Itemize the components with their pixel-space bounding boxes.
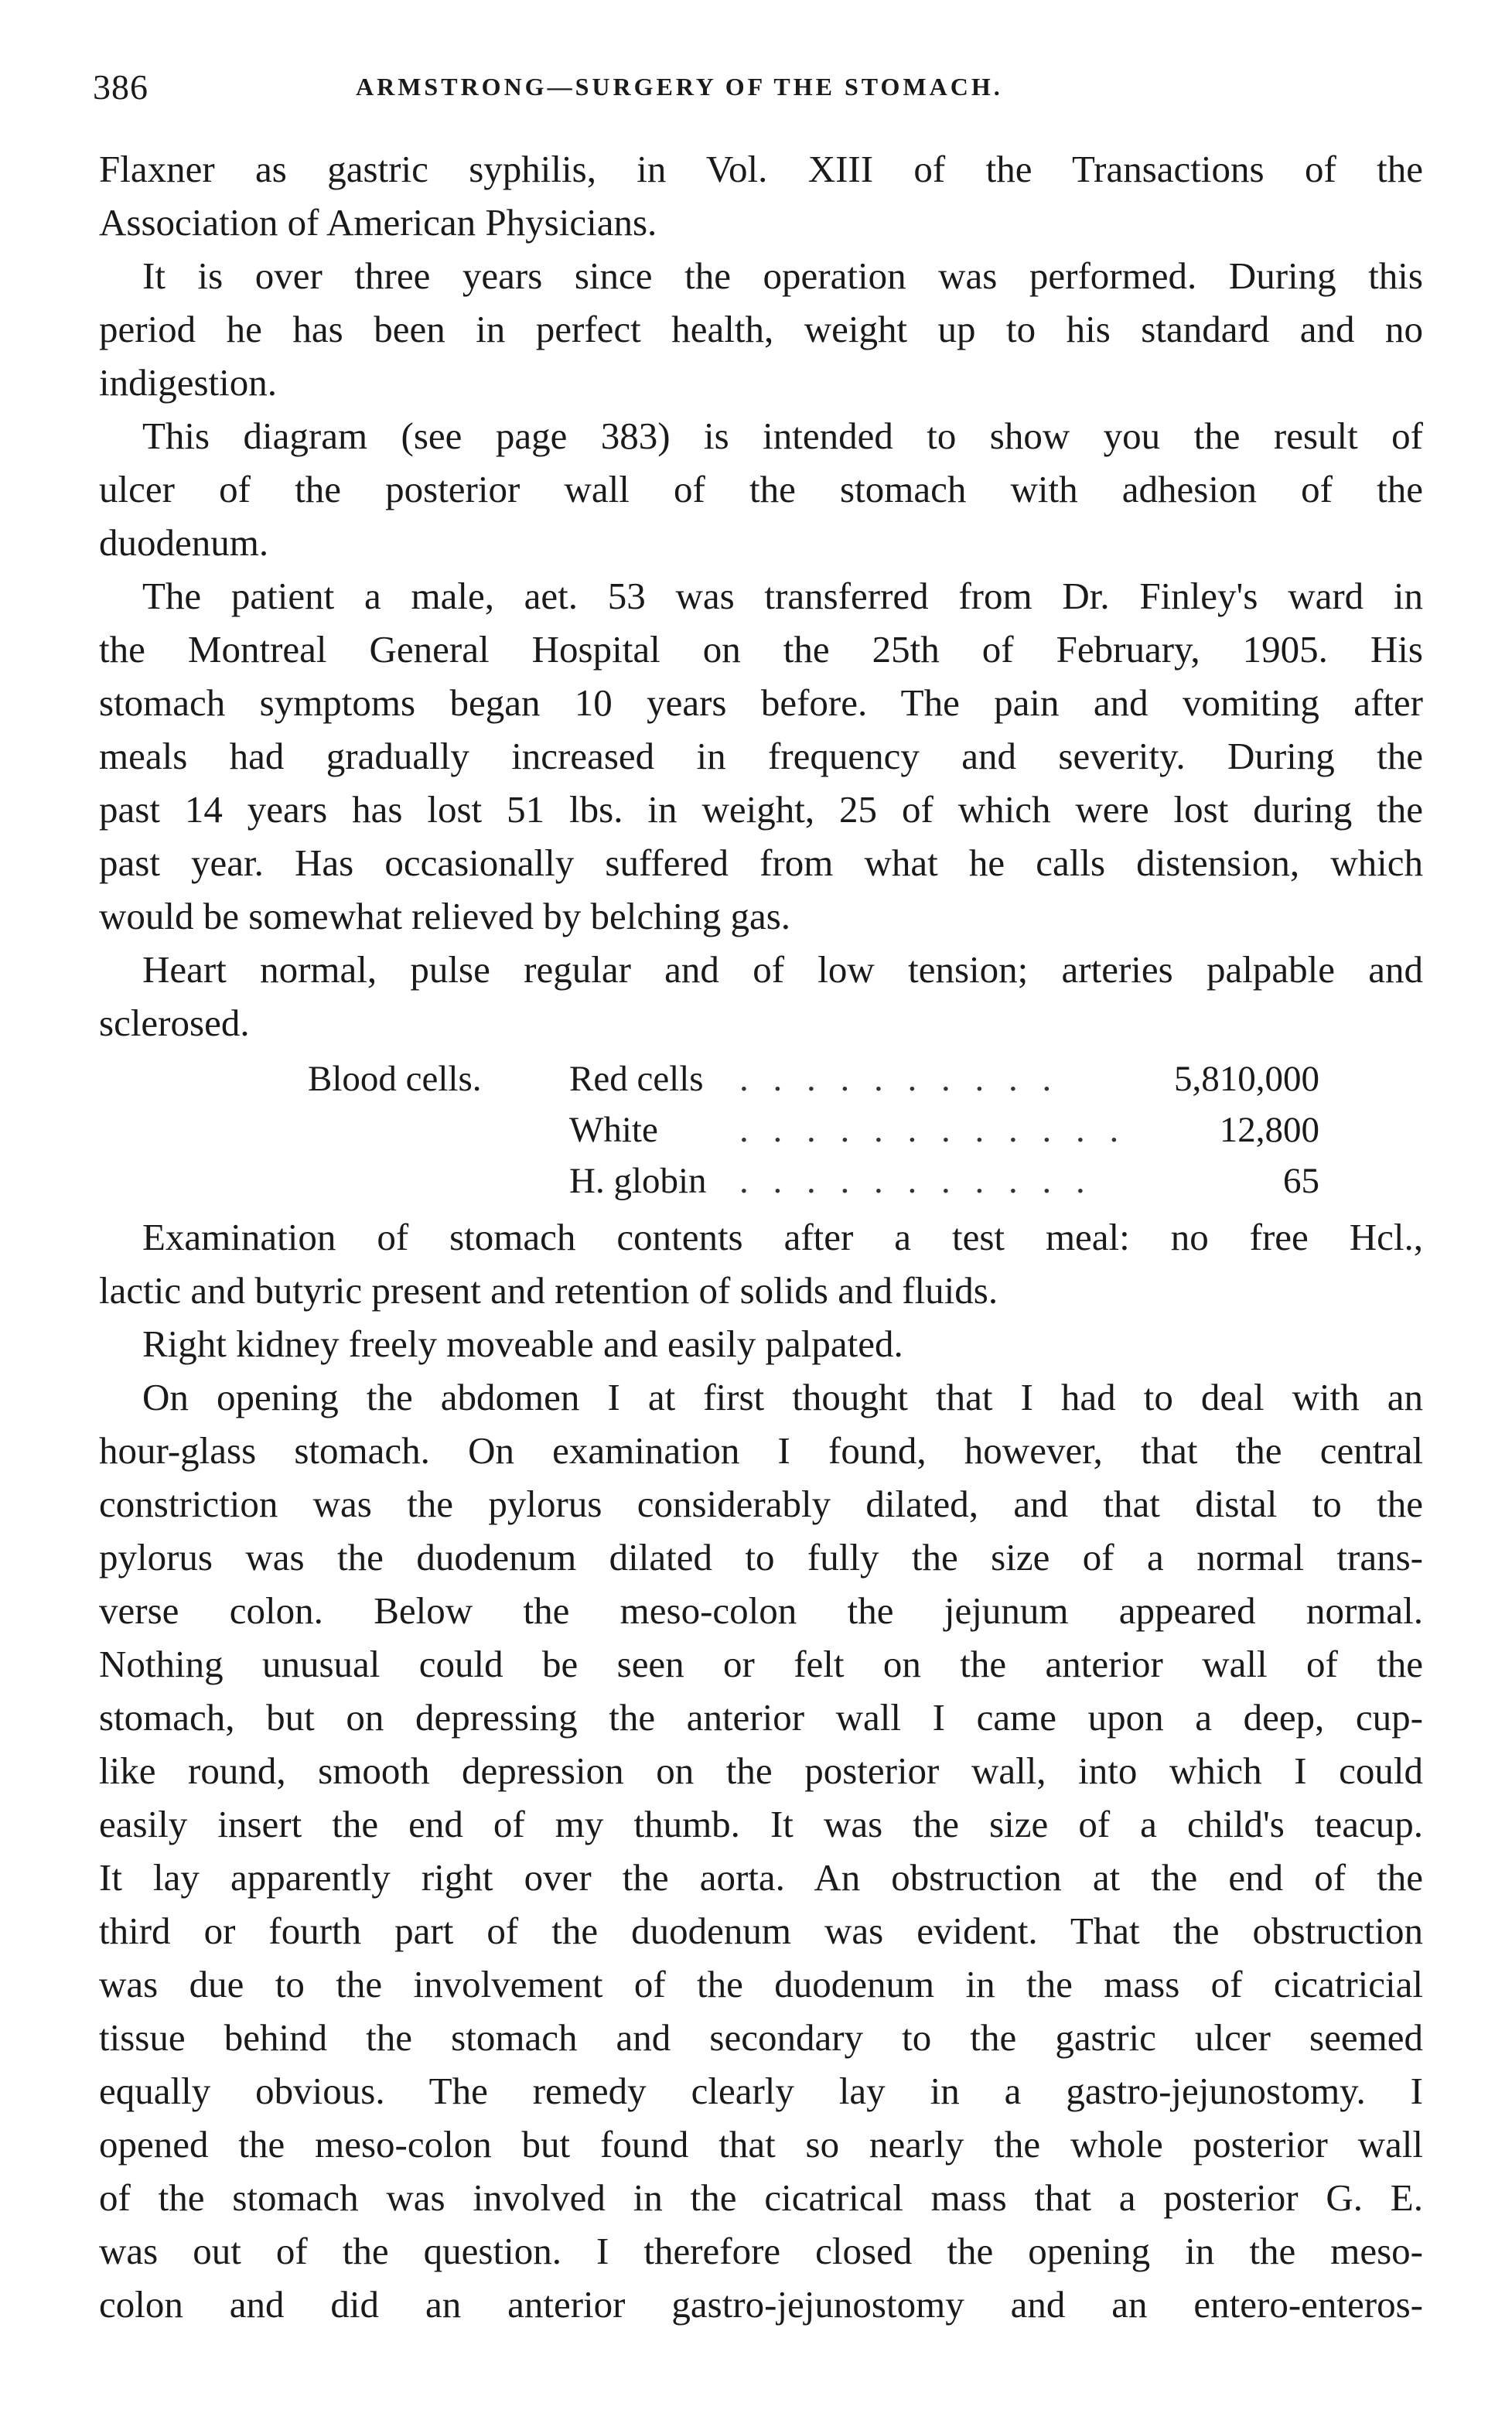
table-row-value: 5,810,000 <box>1174 1059 1319 1099</box>
text-line: third or fourth part of the duodenum was evident. That the obstruction <box>99 1910 1423 1952</box>
leader-dots: . . . . . . . . . . <box>739 1059 1060 1099</box>
text-line: tissue behind the stomach and secondary to the gastric ulcer seemed <box>99 2016 1423 2059</box>
text-line: lactic and butyric present and retention of solids and fluids. <box>99 1269 998 1312</box>
table-row-name: White <box>569 1110 658 1150</box>
text-line: pylorus was the duodenum dilated to fully the size of a normal trans- <box>99 1536 1423 1579</box>
table-row-name: H. globin <box>569 1161 707 1201</box>
table-row-value: 65 <box>1283 1161 1319 1201</box>
text-line: stomach, but on depressing the anterior wall I came upon a deep, cup- <box>99 1696 1423 1739</box>
blood-cells-table <box>99 1054 1423 1207</box>
text-line: meals had gradually increased in frequency and severity. During the <box>99 735 1423 777</box>
leader-dots: . . . . . . . . . . . . <box>739 1110 1127 1150</box>
text-line: Heart normal, pulse regular and of low tension; arteries palpable and <box>142 948 1423 991</box>
text-line: Examination of stomach contents after a test meal: no free Hcl., <box>142 1216 1423 1258</box>
text-line: It lay apparently right over the aorta. An obstruction at the end of the <box>99 1856 1423 1899</box>
running-head: ARMSTRONG—SURGERY OF THE STOMACH. <box>356 73 1003 101</box>
text-line: Flaxner as gastric syphilis, in Vol. XIII of the Transactions of the <box>99 148 1423 190</box>
text-line: past year. Has occasionally suffered from what he calls distension, which <box>99 841 1423 884</box>
text-line: period he has been in perfect health, weight up to his standard and no <box>99 308 1423 350</box>
text-line: colon and did an anterior gastro-jejunostomy and an entero-enteros- <box>99 2283 1423 2326</box>
text-line: sclerosed. <box>99 1002 250 1044</box>
page-number: 386 <box>93 67 148 107</box>
text-line: This diagram (see page 383) is intended to show you the result of <box>142 415 1423 457</box>
text-line: It is over three years since the operation was performed. During this <box>142 254 1423 297</box>
text-line: would be somewhat relieved by belching gas. <box>99 895 791 937</box>
page-header <box>93 67 1408 113</box>
text-line: stomach symptoms began 10 years before. The pain and vomiting after <box>99 681 1423 724</box>
text-line: Right kidney freely moveable and easily palpated. <box>142 1323 903 1365</box>
text-line: hour-glass stomach. On examination I found, however, that the central <box>99 1429 1423 1472</box>
text-line: easily insert the end of my thumb. It was the size of a child's teacup. <box>99 1803 1423 1845</box>
leader-dots: . . . . . . . . . . . <box>739 1161 1093 1201</box>
text-line: equally obvious. The remedy clearly lay in a gastro-jejunostomy. I <box>99 2070 1423 2112</box>
text-line: constriction was the pylorus considerably dilated, and that distal to the <box>99 1483 1423 1525</box>
text-line: Association of American Physicians. <box>99 201 657 244</box>
text-line: duodenum. <box>99 521 269 564</box>
text-line: verse colon. Below the meso-colon the jejunum appeared normal. <box>99 1589 1423 1632</box>
text-line: was due to the involvement of the duodenum in the mass of cicatricial <box>99 1963 1423 2005</box>
text-line: past 14 years has lost 51 lbs. in weight, 25 of which were lost during the <box>99 788 1423 831</box>
table-row <box>569 1105 1319 1155</box>
text-line: ulcer of the posterior wall of the stomach with adhesion of the <box>99 468 1423 510</box>
text-line: was out of the question. I therefore closed the opening in the meso- <box>99 2230 1423 2272</box>
text-line: the Montreal General Hospital on the 25th of February, 1905. His <box>99 628 1423 671</box>
table-row-name: Red cells <box>569 1059 704 1099</box>
text-line: The patient a male, aet. 53 was transferred from Dr. Finley's ward in <box>142 575 1423 617</box>
body-text <box>99 142 1423 2331</box>
table-row <box>569 1156 1319 1206</box>
table-row <box>569 1054 1319 1104</box>
blood-cells-label: Blood cells. <box>308 1059 482 1099</box>
text-line: like round, smooth depression on the posterior wall, into which I could <box>99 1749 1423 1792</box>
text-line: indigestion. <box>99 361 278 404</box>
table-row-value: 12,800 <box>1219 1110 1319 1150</box>
text-line: On opening the abdomen I at first thought that I had to deal with an <box>142 1376 1423 1418</box>
text-line: of the stomach was involved in the cicatrical mass that a posterior G. E. <box>99 2176 1423 2219</box>
text-line: opened the meso-colon but found that so nearly the whole posterior wall <box>99 2123 1423 2166</box>
text-line: Nothing unusual could be seen or felt on the anterior wall of the <box>99 1643 1423 1685</box>
